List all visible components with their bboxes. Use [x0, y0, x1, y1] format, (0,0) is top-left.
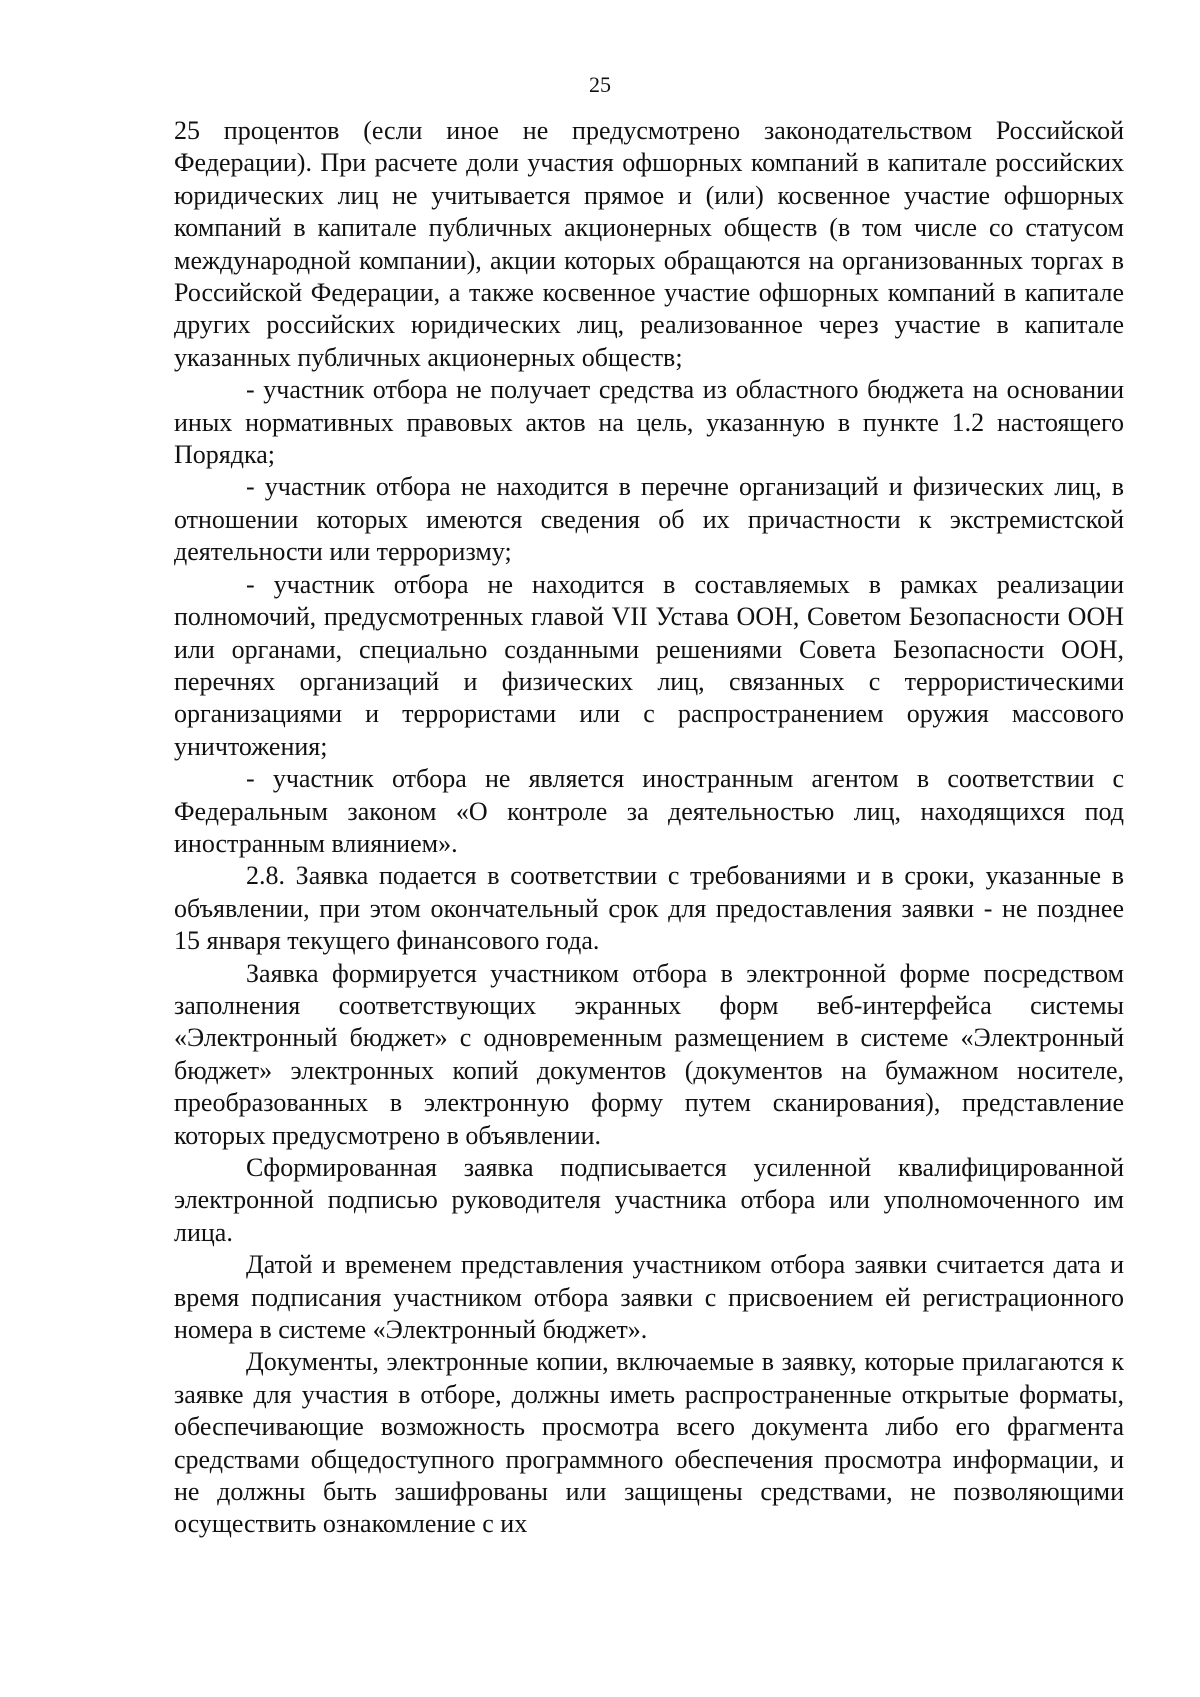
paragraph-application-form: Заявка формируется участником отбора в электронной форме посредством заполнения соответствующих экранных форм веб-интерфейса системы «Электронный бюджет» с одновременным размещением в системе «Электронный бюджет» электронных копий документов (документов на бумажном носителе, преобразованных в электронную форму путем сканирования), представление которых предусмотрено в объявлении. [174, 958, 1124, 1150]
paragraph-document-formats: Документы, электронные копии, включаемые в заявку, которые прилагаются к заявке для участия в отборе, должны иметь распространенные открытые форматы, обеспечивающие возможность просмотра всего документа либо его фрагмента средствами общедоступного программного обеспечения просмотра информации, и не должны быть зашифрованы или защищены средствами, не позволяющими осуществить ознакомление с их [174, 1347, 1124, 1539]
paragraph-regional-budget: - участник отбора не получает средства из областного бюджета на основании иных нормативных правовых актов на цель, указанную в пункте 1.2 настоящего Порядка; [174, 375, 1124, 470]
paragraph-offshore-companies: 25 процентов (если иное не предусмотрено законодательством Российской Федерации). При расчете доли участия офшорных компаний в капитале российских юридических лиц не учитывается прямое и (или) косвенное участие офшорных компаний в капитале публичных акционерных обществ (в том числе со статусом международной компании), акции которых обращаются на организованных торгах в Российской Федерации, а также косвенное участие офшорных компаний в капитале других российских юридических лиц, реализованное через участие в капитале указанных публичных акционерных обществ; [174, 116, 1124, 372]
paragraph-submission-date: Датой и временем представления участником отбора заявки считается дата и время подписания участником отбора заявки с присвоением ей регистрационного номера в системе «Электронный бюджет». [174, 1250, 1124, 1345]
document-body [174, 115, 1124, 1541]
paragraph-foreign-agent: - участник отбора не является иностранным агентом в соответствии с Федеральным законом «О контроле за деятельностью лиц, находящихся под иностранным влиянием». [174, 764, 1124, 858]
paragraph-un-lists: - участник отбора не находится в составляемых в рамках реализации полномочий, предусмотренных главой VII Устава ООН, Советом Безопасности ООН или органами, специально созданными решениями Совета Безопасности ООН, перечнях организаций и физических лиц, связанных с террористическими организациями и террористами или с распространением оружия массового уничтожения; [174, 569, 1124, 761]
page-number: 25 [589, 72, 611, 97]
paragraph-electronic-signature: Сформированная заявка подписывается усиленной квалифицированной электронной подписью руководителя участника отбора или уполномоченного им лица. [174, 1153, 1124, 1247]
paragraph-application-deadline: 2.8. Заявка подается в соответствии с требованиями и в сроки, указанные в объявлении, при этом окончательный срок для предоставления заявки - не позднее 15 января текущего финансового года. [174, 861, 1124, 956]
paragraph-extremism-list: - участник отбора не находится в перечне организаций и физических лиц, в отношении которых имеются сведения об их причастности к экстремистской деятельности или терроризму; [174, 472, 1124, 567]
